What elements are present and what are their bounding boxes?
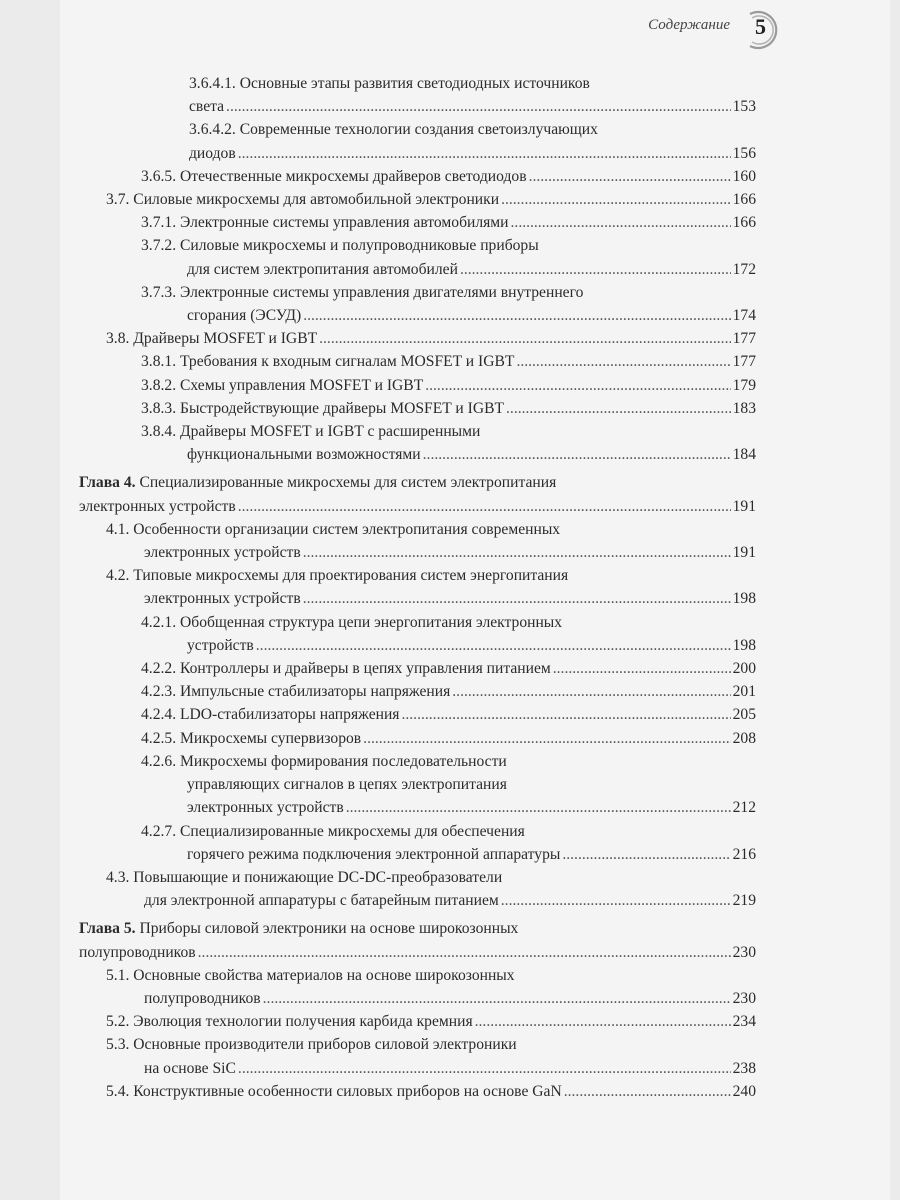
toc-entry-title: Основные производители приборов силовой электроники [133,1036,517,1054]
toc-entry-title: сгорания (ЭСУД) [187,307,302,325]
toc-entry-title: света [189,98,225,116]
toc-entry-title: Требования к входным сигналам MOSFET и IGBT [180,353,515,371]
toc-entry-number: Глава 4. [79,474,136,492]
dot-leader [423,443,731,466]
toc-entry[interactable] [79,327,756,350]
toc-page-number: 172 [732,260,756,278]
toc-entry-title: Электронные системы управления автомобилями [180,214,509,232]
toc-entry-title: полупроводников [144,989,261,1007]
toc-page-number: 179 [732,376,756,394]
toc-entry-number: 3.7. [106,191,130,209]
toc-entry-title: Специализированные микросхемы для обеспечения [180,822,525,840]
toc-page-number: 184 [732,446,756,464]
toc-entry-title: Контроллеры и драйверы в цепях управления питанием [180,660,551,678]
toc-entry-title: Повышающие и понижающие DC-DC-преобразователи [133,868,503,886]
toc-chapter-entry[interactable] [79,471,756,517]
toc-entry[interactable] [79,518,756,564]
table-of-contents [79,72,756,1103]
toc-entry-title: Особенности организации систем электропитания современных [133,520,561,538]
running-header-title: Содержание [648,17,730,33]
toc-entry-number: 5.4. [106,1082,130,1100]
dot-leader [460,258,731,281]
toc-page-number: 238 [732,1059,756,1077]
toc-entry[interactable] [79,611,756,657]
toc-entry[interactable] [79,188,756,211]
toc-entry-title: горячего режима подключения электронной аппаратуры [187,845,561,863]
toc-entry-title: электронных устройств [79,497,236,515]
page-header [628,14,778,44]
toc-entry-title: диодов [189,144,236,162]
toc-page-number: 205 [732,706,756,724]
toc-entry[interactable] [79,350,756,373]
toc-entry[interactable] [79,964,756,1010]
toc-entry-number: 5.2. [106,1013,130,1031]
toc-page-number: 208 [732,729,756,747]
toc-entry[interactable] [79,72,756,118]
toc-entry-number: 3.7.1. [141,214,177,232]
toc-entry-number: 5.3. [106,1036,130,1054]
toc-entry-title: Эволюция технологии получения карбида кремния [133,1013,473,1031]
toc-entry-title: LDO-стабилизаторы напряжения [180,706,400,724]
toc-entry-title: Основные этапы развития светодиодных источников [239,75,590,92]
toc-entry[interactable] [79,281,756,327]
toc-entry-number: 3.8.1. [141,353,177,371]
toc-entry-title: Основные свойства материалов на основе широкозонных [133,966,515,984]
toc-entry[interactable] [79,750,756,820]
toc-entry-number: 4.3. [106,868,130,886]
toc-entry-title: Отечественные микросхемы драйверов светодиодов [180,167,527,185]
toc-entry-title: электронных устройств [187,799,344,817]
dot-leader [238,1057,731,1080]
toc-chapter-entry[interactable] [79,917,756,963]
toc-page-number: 166 [732,214,756,232]
toc-entry-title: Современные технологии создания светоизлучающих [239,121,598,139]
dot-leader [238,142,731,165]
toc-entry[interactable] [79,727,756,750]
toc-page-number: 216 [732,845,756,863]
toc-page-number: 230 [732,989,756,1007]
toc-entry[interactable] [79,866,756,912]
dot-leader [529,165,731,188]
dot-leader [475,1010,731,1033]
toc-entry[interactable] [79,374,756,397]
toc-entry-title: Драйверы MOSFET и IGBT [133,330,318,348]
dot-leader [256,634,731,657]
toc-entry[interactable] [79,165,756,188]
toc-entry-title: электронных устройств [144,544,301,562]
dot-leader [303,587,731,610]
toc-entry[interactable] [79,234,756,280]
dot-leader [263,987,731,1010]
toc-page-number: 156 [732,144,756,162]
toc-entry-title: полупроводников [79,943,196,961]
toc-entry-number: 5.1. [106,966,130,984]
toc-entry[interactable] [79,420,756,466]
toc-entry-title: Обобщенная структура цепи энергопитания электронных [180,613,563,631]
toc-entry-title: Схемы управления MOSFET и IGBT [180,376,424,394]
toc-entry-title: Электронные системы управления двигателями внутреннего [180,283,584,301]
dot-leader [516,350,730,373]
dot-leader [425,374,730,397]
toc-page-number: 183 [732,399,756,417]
toc-page-number: 219 [732,892,756,910]
toc-page-number: 240 [732,1082,756,1100]
toc-page-number: 153 [732,98,756,116]
toc-page-number: 198 [732,636,756,654]
toc-entry-number: 4.2.3. [141,683,177,701]
toc-entry-number: Глава 5. [79,920,136,938]
toc-entry-title: Импульсные стабилизаторы напряжения [180,683,451,701]
toc-entry-title: Приборы силовой электроники на основе широкозонных [139,920,519,938]
dot-leader [303,541,731,564]
toc-entry-number: 4.2.5. [141,729,177,747]
toc-entry-title: управляющих сигналов в цепях электропитания [187,776,507,794]
toc-entry-number: 3.8.2. [141,376,177,394]
toc-page-number: 201 [732,683,756,701]
dot-leader [506,397,731,420]
toc-entry-title: Специализированные микросхемы для систем электропитания [139,474,557,492]
dot-leader [564,1080,731,1103]
page-number: 5 [755,14,766,39]
dot-leader [511,211,731,234]
toc-entry[interactable] [79,564,756,610]
dot-leader [238,495,731,518]
toc-entry[interactable] [79,680,756,703]
toc-entry[interactable] [79,1033,756,1079]
dot-leader [363,727,730,750]
toc-page-number: 191 [732,497,756,515]
toc-entry-title: Быстродействующие драйверы MOSFET и IGBT [180,399,505,417]
toc-page-number: 234 [732,1013,756,1031]
page-number-swirl-icon [742,10,778,50]
toc-page-number: 177 [732,353,756,371]
toc-entry-title: Конструктивные особенности силовых приборов на основе GaN [133,1082,562,1100]
toc-entry-number: 3.6.4.1. [189,75,236,92]
toc-entry-number: 3.8.3. [141,399,177,417]
dot-leader [562,843,730,866]
toc-page-number: 191 [732,544,756,562]
toc-entry[interactable] [79,118,756,164]
toc-entry-title: для систем электропитания автомобилей [187,260,458,278]
toc-entry-title: на основе SiC [144,1059,236,1077]
dot-leader [401,703,730,726]
toc-entry-number: 3.6.5. [141,167,177,185]
toc-page-number: 212 [732,799,756,817]
dot-leader [198,941,731,964]
toc-entry-title: Микросхемы формирования последовательности [180,752,507,770]
toc-entry[interactable] [79,397,756,420]
toc-entry-title: для электронной аппаратуры с батарейным питанием [144,892,499,910]
toc-page-number: 177 [732,330,756,348]
toc-entry-title: Типовые микросхемы для проектирования систем энергопитания [133,567,569,585]
toc-entry-title: электронных устройств [144,590,301,608]
dot-leader [346,796,731,819]
toc-entry-number: 4.2.1. [141,613,177,631]
dot-leader [501,889,731,912]
dot-leader [303,304,730,327]
toc-entry-title: Драйверы MOSFET и IGBT с расширенными [180,423,481,441]
toc-entry[interactable] [79,820,756,866]
toc-entry-number: 4.2.2. [141,660,177,678]
toc-entry-number: 4.2. [106,567,130,585]
toc-page-number: 230 [732,943,756,961]
toc-entry-number: 4.2.6. [141,752,177,770]
toc-entry-title: Силовые микросхемы для автомобильной электроники [133,191,500,209]
toc-page-number: 160 [732,167,756,185]
toc-entry-number: 3.8. [106,330,130,348]
toc-entry-number: 4.1. [106,520,130,538]
dot-leader [501,188,731,211]
toc-page-number: 166 [732,191,756,209]
toc-entry-title: устройств [187,636,254,654]
toc-page-number: 200 [732,660,756,678]
toc-entry-number: 3.7.3. [141,283,177,301]
toc-entry-title: Силовые микросхемы и полупроводниковые приборы [180,237,539,255]
dot-leader [452,680,730,703]
toc-page-number: 198 [732,590,756,608]
toc-entry-number: 3.7.2. [141,237,177,255]
toc-entry-number: 3.8.4. [141,423,177,441]
toc-page-number: 174 [732,307,756,325]
toc-entry[interactable] [79,211,756,234]
dot-leader [319,327,730,350]
toc-entry-number: 4.2.7. [141,822,177,840]
toc-entry-number: 3.6.4.2. [189,121,236,139]
toc-entry[interactable] [79,657,756,680]
dot-leader [553,657,731,680]
toc-entry-title: Микросхемы супервизоров [180,729,362,747]
toc-entry-title: функциональными возможностями [187,446,421,464]
dot-leader [226,95,731,118]
toc-entry-number: 4.2.4. [141,706,177,724]
toc-entry[interactable] [79,703,756,726]
toc-entry[interactable] [79,1010,756,1033]
toc-entry[interactable] [79,1080,756,1103]
